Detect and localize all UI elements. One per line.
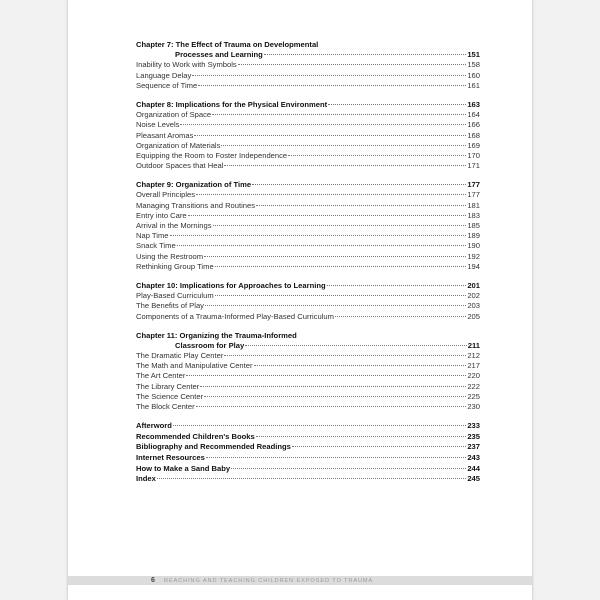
page-number: 230 bbox=[467, 402, 480, 411]
toc-entry[interactable] bbox=[136, 190, 480, 200]
dot-leader bbox=[206, 457, 467, 458]
page-number: 189 bbox=[467, 231, 480, 241]
dot-leader bbox=[198, 85, 466, 86]
toc-entry[interactable] bbox=[136, 71, 480, 81]
page-number: 183 bbox=[467, 210, 480, 220]
toc-entry-back-matter[interactable] bbox=[136, 474, 480, 485]
page-number: 220 bbox=[467, 371, 480, 381]
entry-label: Outdoor Spaces that Heal bbox=[136, 161, 224, 171]
toc-entry[interactable] bbox=[136, 161, 480, 171]
entry-label: Entry into Care bbox=[136, 210, 187, 220]
toc-entry-chapter[interactable] bbox=[136, 50, 480, 60]
toc-entry[interactable] bbox=[136, 60, 480, 70]
entry-label: Bibliography and Recommended Readings bbox=[136, 442, 291, 452]
toc-entry[interactable] bbox=[136, 151, 480, 161]
toc-entry-chapter[interactable] bbox=[136, 100, 480, 110]
chapter-heading: Chapter 8: Implications for the Physical Environment bbox=[136, 99, 328, 109]
toc-entry-back-matter[interactable] bbox=[136, 464, 480, 475]
dot-leader bbox=[192, 75, 466, 76]
page-number: 169 bbox=[467, 140, 480, 150]
toc-entry[interactable] bbox=[136, 120, 480, 130]
page-number: 201 bbox=[467, 280, 480, 290]
toc-entry[interactable] bbox=[136, 231, 480, 241]
dot-leader bbox=[327, 285, 467, 286]
entry-label: Sequence of Time bbox=[136, 80, 198, 90]
chapter-heading-continued: Processes and Learning bbox=[175, 50, 263, 60]
footer-page-number: 6 bbox=[151, 577, 155, 584]
page-number: 233 bbox=[467, 421, 480, 431]
page-number: 225 bbox=[467, 391, 480, 401]
toc-entry-chapter[interactable] bbox=[136, 281, 480, 291]
page-number: 192 bbox=[467, 251, 480, 261]
entry-label: Nap Time bbox=[136, 231, 169, 241]
dot-leader bbox=[215, 266, 467, 267]
back-matter-section bbox=[136, 421, 480, 485]
page-number: 222 bbox=[467, 381, 480, 391]
chapter-7-section bbox=[136, 40, 480, 91]
dot-leader bbox=[200, 386, 466, 387]
page-number: 164 bbox=[467, 110, 480, 120]
toc-entry[interactable] bbox=[136, 402, 480, 412]
entry-label: Overall Principles bbox=[136, 190, 196, 200]
dot-leader bbox=[256, 436, 467, 437]
entry-label: Equipping the Room to Foster Independence bbox=[136, 150, 288, 160]
entry-label: The Dramatic Play Center bbox=[136, 351, 224, 361]
entry-label: The Block Center bbox=[136, 402, 195, 411]
toc-entry[interactable] bbox=[136, 312, 480, 322]
toc-entry[interactable] bbox=[136, 81, 480, 91]
chapter-9-section bbox=[136, 180, 480, 272]
toc-entry[interactable] bbox=[136, 141, 480, 151]
toc-entry[interactable] bbox=[136, 131, 480, 141]
dot-leader bbox=[204, 256, 466, 257]
dot-leader bbox=[173, 425, 466, 426]
dot-leader bbox=[213, 225, 467, 226]
entry-label: Play-Based Curriculum bbox=[136, 291, 214, 301]
page-number: 205 bbox=[467, 311, 480, 321]
toc-entry-chapter[interactable] bbox=[136, 180, 480, 190]
entry-label: The Art Center bbox=[136, 371, 186, 381]
page-number: 244 bbox=[467, 463, 480, 473]
dot-leader bbox=[157, 478, 466, 479]
entry-label: Recommended Children's Books bbox=[136, 431, 255, 441]
dot-leader bbox=[204, 396, 466, 397]
entry-label: Rethinking Group Time bbox=[136, 261, 214, 271]
page-number: 181 bbox=[467, 200, 480, 210]
toc-entry[interactable] bbox=[136, 351, 480, 361]
dot-leader bbox=[177, 245, 467, 246]
page-number: 212 bbox=[467, 351, 480, 361]
footer-running-title: REACHING AND TEACHING CHILDREN EXPOSED TO TRAUMA bbox=[164, 577, 374, 584]
page-number: 160 bbox=[467, 70, 480, 80]
dot-leader bbox=[194, 135, 466, 136]
toc-entry[interactable] bbox=[136, 371, 480, 381]
page-number: 161 bbox=[467, 80, 480, 90]
entry-label: Language Delay bbox=[136, 70, 192, 80]
page-number: 185 bbox=[467, 221, 480, 230]
entry-label: Pleasant Aromas bbox=[136, 130, 194, 140]
page-number: 151 bbox=[467, 50, 480, 60]
entry-label: Components of a Trauma-Informed Play-Based Curriculum bbox=[136, 311, 334, 321]
dot-leader bbox=[256, 205, 466, 206]
entry-label: How to Make a Sand Baby bbox=[136, 463, 231, 473]
page-number: 243 bbox=[467, 452, 480, 462]
entry-label: The Benefits of Play bbox=[136, 301, 204, 311]
dot-leader bbox=[224, 355, 466, 356]
page-number: 168 bbox=[467, 130, 480, 140]
page-number: 237 bbox=[467, 442, 480, 452]
chapter-heading: Chapter 7: The Effect of Trauma on Developmental bbox=[136, 40, 319, 49]
dot-leader bbox=[215, 295, 467, 296]
table-of-contents bbox=[136, 40, 480, 494]
chapter-8-section bbox=[136, 100, 480, 171]
toc-entry-back-matter[interactable] bbox=[136, 453, 480, 464]
page-number: 245 bbox=[467, 474, 480, 484]
page-number: 203 bbox=[467, 301, 480, 311]
page-number: 190 bbox=[467, 241, 480, 251]
chapter-11-section bbox=[136, 331, 480, 413]
entry-label: Arrival in the Mornings bbox=[136, 221, 212, 230]
dot-leader bbox=[335, 316, 466, 317]
chapter-heading: Chapter 9: Organization of Time bbox=[136, 180, 252, 190]
chapter-10-section bbox=[136, 281, 480, 322]
toc-entry-back-matter[interactable] bbox=[136, 442, 480, 453]
toc-entry-chapter[interactable] bbox=[136, 341, 480, 351]
page-number: 217 bbox=[467, 361, 480, 371]
entry-label: Organization of Materials bbox=[136, 140, 221, 150]
entry-label: The Math and Manipulative Center bbox=[136, 361, 253, 371]
toc-entry[interactable] bbox=[136, 301, 480, 311]
toc-entry[interactable] bbox=[136, 382, 480, 392]
page-number: 194 bbox=[467, 261, 480, 271]
page-number: 211 bbox=[467, 340, 480, 350]
toc-entry[interactable] bbox=[136, 211, 480, 221]
dot-leader bbox=[212, 114, 466, 115]
entry-label: Inability to Work with Symbols bbox=[136, 60, 237, 70]
page-number: 202 bbox=[467, 291, 480, 301]
dot-leader bbox=[188, 215, 467, 216]
page-number: 171 bbox=[467, 161, 480, 171]
entry-label: Index bbox=[136, 474, 156, 484]
dot-leader bbox=[224, 165, 466, 166]
toc-entry[interactable] bbox=[136, 392, 480, 402]
dot-leader bbox=[170, 235, 467, 236]
entry-label: Managing Transitions and Routines bbox=[136, 200, 256, 210]
entry-label: The Library Center bbox=[136, 381, 200, 391]
page-number: 177 bbox=[467, 190, 480, 200]
dot-leader bbox=[196, 406, 467, 407]
toc-entry[interactable] bbox=[136, 291, 480, 301]
page-number: 177 bbox=[467, 180, 480, 190]
page-number: 158 bbox=[467, 60, 480, 70]
page-number: 163 bbox=[467, 99, 480, 109]
toc-entry-back-matter[interactable] bbox=[136, 421, 480, 432]
chapter-heading: Chapter 11: Organizing the Trauma-Informed bbox=[136, 330, 297, 340]
toc-entry[interactable] bbox=[136, 262, 480, 272]
page-footer bbox=[68, 576, 532, 585]
entry-label: Using the Restroom bbox=[136, 251, 204, 261]
toc-entry[interactable] bbox=[136, 110, 480, 120]
dot-leader bbox=[221, 145, 466, 146]
page-number: 170 bbox=[467, 150, 480, 160]
dot-leader bbox=[264, 54, 467, 55]
entry-label: Snack Time bbox=[136, 241, 176, 251]
dot-leader bbox=[252, 184, 466, 185]
entry-label: Internet Resources bbox=[136, 452, 205, 462]
entry-label: Noise Levels bbox=[136, 120, 180, 130]
dot-leader bbox=[231, 468, 466, 469]
toc-entry[interactable] bbox=[136, 241, 480, 251]
toc-entry[interactable] bbox=[136, 201, 480, 211]
toc-entry-back-matter[interactable] bbox=[136, 432, 480, 443]
toc-entry[interactable] bbox=[136, 221, 480, 231]
toc-entry[interactable] bbox=[136, 252, 480, 262]
dot-leader bbox=[245, 345, 467, 346]
entry-label: The Science Center bbox=[136, 391, 204, 401]
page-number: 166 bbox=[467, 120, 480, 130]
entry-label: Afterword bbox=[136, 421, 172, 431]
dot-leader bbox=[180, 124, 466, 125]
dot-leader bbox=[328, 104, 466, 105]
dot-leader bbox=[254, 365, 467, 366]
dot-leader bbox=[238, 64, 467, 65]
page-number: 235 bbox=[467, 431, 480, 441]
entry-label: Organization of Space bbox=[136, 110, 212, 120]
dot-leader bbox=[292, 446, 466, 447]
dot-leader bbox=[205, 305, 466, 306]
chapter-heading-continued: Classroom for Play bbox=[175, 340, 245, 350]
dot-leader bbox=[196, 194, 466, 195]
chapter-heading: Chapter 10: Implications for Approaches to Learning bbox=[136, 280, 326, 290]
dot-leader bbox=[288, 155, 466, 156]
toc-entry[interactable] bbox=[136, 361, 480, 371]
dot-leader bbox=[186, 375, 466, 376]
